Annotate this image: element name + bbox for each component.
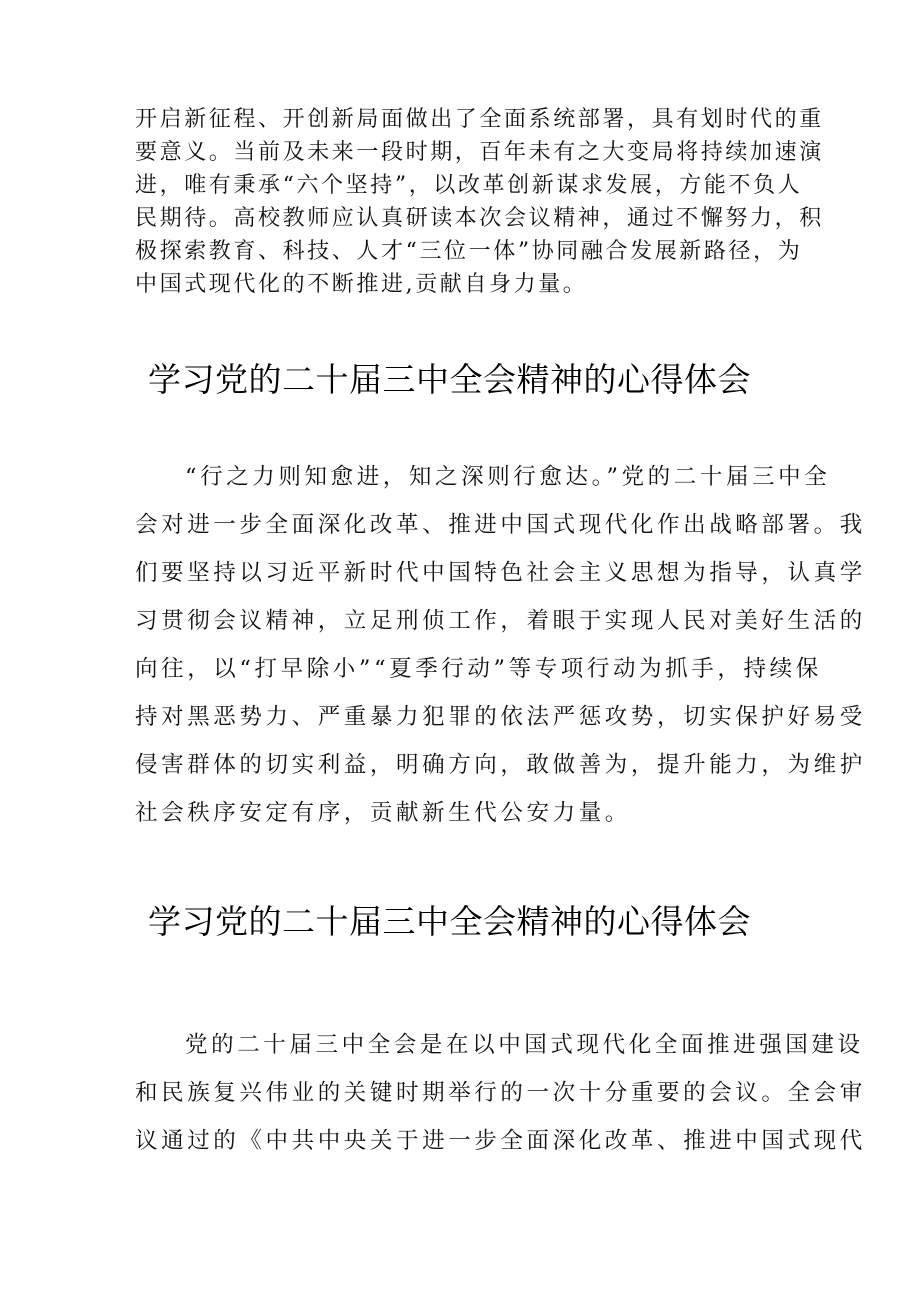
paragraph-line: 党的二十届三中全会是在以中国式现代化全面推进强国建设 [185,1032,864,1058]
paragraph-line: 会对进一步全面深化改革、推进中国式现代化作出战略部署。我 [135,512,866,538]
paragraph-line: 开启新征程、开创新局面做出了全面系统部署，具有划时代的重 [135,107,824,132]
paragraph-line: 民期待。高校教师应认真研读本次会议精神，通过不懈努力，积 [135,206,824,231]
paragraph-line: 极探索教育、科技、人才“三位一体”协同融合发展新路径，为 [135,239,803,264]
section-heading: 学习党的二十届三中全会精神的心得体会 [148,902,751,941]
paragraph-line: 持对黑恶势力、严重暴力犯罪的依法严惩攻势，切实保护好易受 [135,704,866,730]
section-heading: 学习党的二十届三中全会精神的心得体会 [148,360,751,399]
paragraph-line: 中国式现代化的不断推进,贡献自身力量。 [135,272,588,297]
paragraph-line: 议通过的《中共中央关于进一步全面深化改革、推进中国式现代 [135,1128,866,1154]
paragraph-line: 进，唯有秉承“六个坚持”，以改革创新谋求发展，方能不负人 [135,173,803,198]
paragraph-line: 和民族复兴伟业的关键时期举行的一次十分重要的会议。全会审 [135,1080,866,1106]
paragraph-line: 社会秩序安定有序，贡献新生代公安力量。 [135,800,631,826]
paragraph-line: “行之力则知愈进，知之深则行愈达。”党的二十届三中全 [185,464,831,490]
paragraph-line: 们要坚持以习近平新时代中国特色社会主义思想为指导，认真学 [135,560,866,586]
paragraph-line: 侵害群体的切实利益，明确方向，敢做善为，提升能力，为维护 [135,752,866,778]
paragraph-line: 要意义。当前及未来一段时期，百年未有之大变局将持续加速演 [135,140,824,165]
paragraph-line: 向往，以“打早除小”“夏季行动”等专项行动为抓手，持续保 [135,656,822,682]
paragraph-line: 习贯彻会议精神，立足刑侦工作，着眼于实现人民对美好生活的 [135,608,866,634]
